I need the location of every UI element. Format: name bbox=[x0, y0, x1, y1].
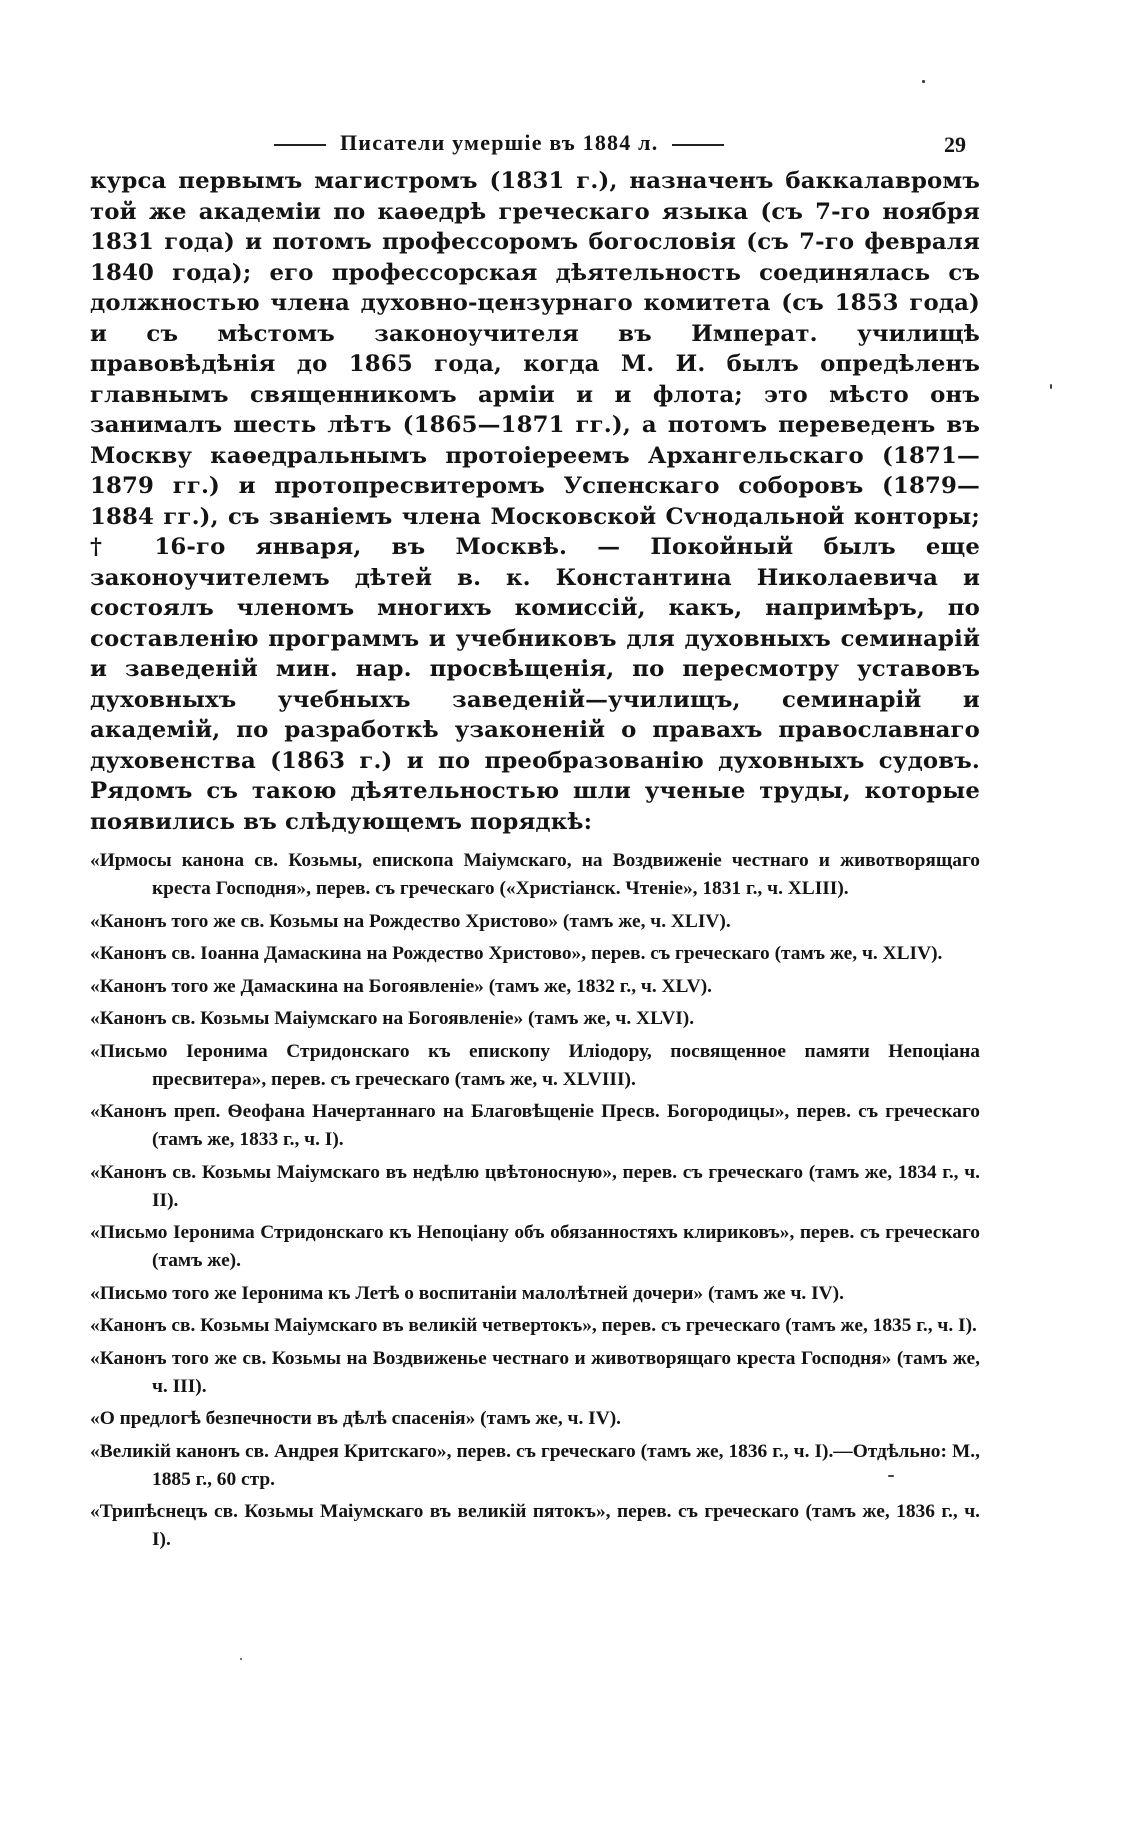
running-title bbox=[260, 130, 738, 156]
bibliography-entry: «Канонъ того же св. Козьмы на Рождество Христово» (тамъ же, ч. XLIV). bbox=[90, 910, 731, 932]
bibliography-entry: «Письмо того же Іеронима къ Летѣ о воспитаніи малолѣтней дочери» (тамъ же ч. IV). bbox=[90, 1282, 844, 1304]
bibliography-entry: «Канонъ св. Козьмы Маіумскаго въ недѣлю цвѣтоносную», перев. съ греческаго (тамъ же, 1834 г., ч. II). bbox=[90, 1161, 980, 1211]
bibliography-entry: «О предлогѣ безпечности въ дѣлѣ спасенія» (тамъ же, ч. IV). bbox=[90, 1408, 622, 1429]
bibliography-entry: «Канонъ преп. Ѳеофана Начертаннаго на Благовѣщеніе Пресв. Богородицы», перев. съ греческаго (тамъ же, 1833 г., ч. I). bbox=[90, 1101, 980, 1150]
bibliography-entry: «Великій канонъ св. Андрея Критскаго», перев. съ греческаго (тамъ же, 1836 г., ч. I).—Отдѣльно: М., 1885 г., 60 стр. bbox=[90, 1440, 980, 1490]
scan-speck bbox=[240, 1658, 242, 1660]
scan-speck bbox=[888, 1475, 894, 1477]
bibliography-entry: «Ирмосы канона св. Козьмы, епископа Маіумскаго, на Воздвиженіе честнаго и животворящаго креста Господня», перев. съ греческаго («Христіанск. Чтеніе», 1831 г., ч. XLIII). bbox=[90, 850, 980, 899]
bibliography-entry: «Канонъ св. Іоанна Дамаскина на Рождество Христово», перев. съ греческаго (тамъ же, ч. XLIV). bbox=[90, 943, 943, 964]
bibliography-entry: «Трипѣснецъ св. Козьмы Маіумскаго въ великій пятокъ», перев. съ греческаго (тамъ же, 1836 г., ч. I). bbox=[90, 1501, 980, 1550]
right-rule bbox=[672, 144, 724, 146]
running-title-text: Писатели умершіе въ 1884 л. bbox=[340, 130, 659, 155]
bibliography-list bbox=[90, 847, 980, 1554]
bibliography-entry: «Канонъ св. Козьмы Маіумскаго на Богоявленіе» (тамъ же, ч. XLVI). bbox=[90, 1008, 695, 1029]
bibliography-entry: «Канонъ св. Козьмы Маіумскаго въ великій четвертокъ», перев. съ греческаго (тамъ же, 1835 г., ч. I). bbox=[90, 1315, 977, 1336]
bibliography-entry: «Письмо Іеронима Стридонскаго къ епископу Иліодору, посвященное памяти Непоціана пресвитера», перев. съ греческаго (тамъ же, ч. XLVIII). bbox=[90, 1040, 980, 1090]
main-paragraph: курса первымъ магистромъ (1831 г.), назначенъ баккалавромъ той же академіи по каѳедрѣ греческаго языка (съ 7-го ноября 1831 года) и потомъ профессоромъ богословія (съ 7-го февраля 1840 года); его профессорская дѣятельность соединялась съ должностью члена духовно-цензурнаго комитета (съ 1853 года) и съ мѣстомъ законоучителя въ Императ. училищѣ правовѣдѣнія до 1865 года, когда М. И. былъ опредѣленъ главнымъ священникомъ арміи и и флота; это мѣсто онъ занималъ шесть лѣтъ (1865—1871 гг.), а потомъ переведенъ въ Москву каѳедральнымъ протоіереемъ Архангельскаго (1871—1879 гг.) и протопресвитеромъ Успенскаго соборовъ (1879—1884 гг.), съ званіемъ члена Московской Сѵнодальной конторы; † 16-го января, въ Москвѣ. — Покойный былъ еще законоучителемъ дѣтей в. к. Константина Николаевича и состоялъ членомъ многихъ комиссій, какъ, напримѣръ, по составленію программъ и учебниковъ для духовныхъ семинарій и заведеній мин. нар. просвѣщенія, по пересмотру уставовъ духовныхъ учебныхъ заведеній—училищъ, семинарій и академій, по разработкѣ узаконеній о правахъ православнаго духовенства (1863 г.) и по преобразованію духовныхъ судовъ. Рядомъ съ такою дѣятельностью шли ученые труды, которые появились въ слѣдующемъ порядкѣ: bbox=[90, 168, 980, 835]
scan-speck bbox=[922, 80, 925, 83]
page-header bbox=[90, 128, 980, 166]
scan-speck bbox=[1050, 384, 1052, 389]
bibliography-entry: «Письмо Іеронима Стридонскаго къ Непоціану объ обязанностяхъ клириковъ», перев. съ греческаго (тамъ же). bbox=[90, 1222, 980, 1271]
book-page bbox=[90, 128, 980, 1559]
left-rule bbox=[274, 144, 326, 146]
page-number: 29 bbox=[944, 132, 966, 157]
bibliography-entry: «Канонъ того же св. Козьмы на Воздвиженье честнаго и животворящаго креста Господня» (тамъ же, ч. III). bbox=[90, 1347, 980, 1397]
bibliography-entry: «Канонъ того же Дамаскина на Богоявленіе» (тамъ же, 1832 г., ч. XLV). bbox=[90, 975, 712, 997]
